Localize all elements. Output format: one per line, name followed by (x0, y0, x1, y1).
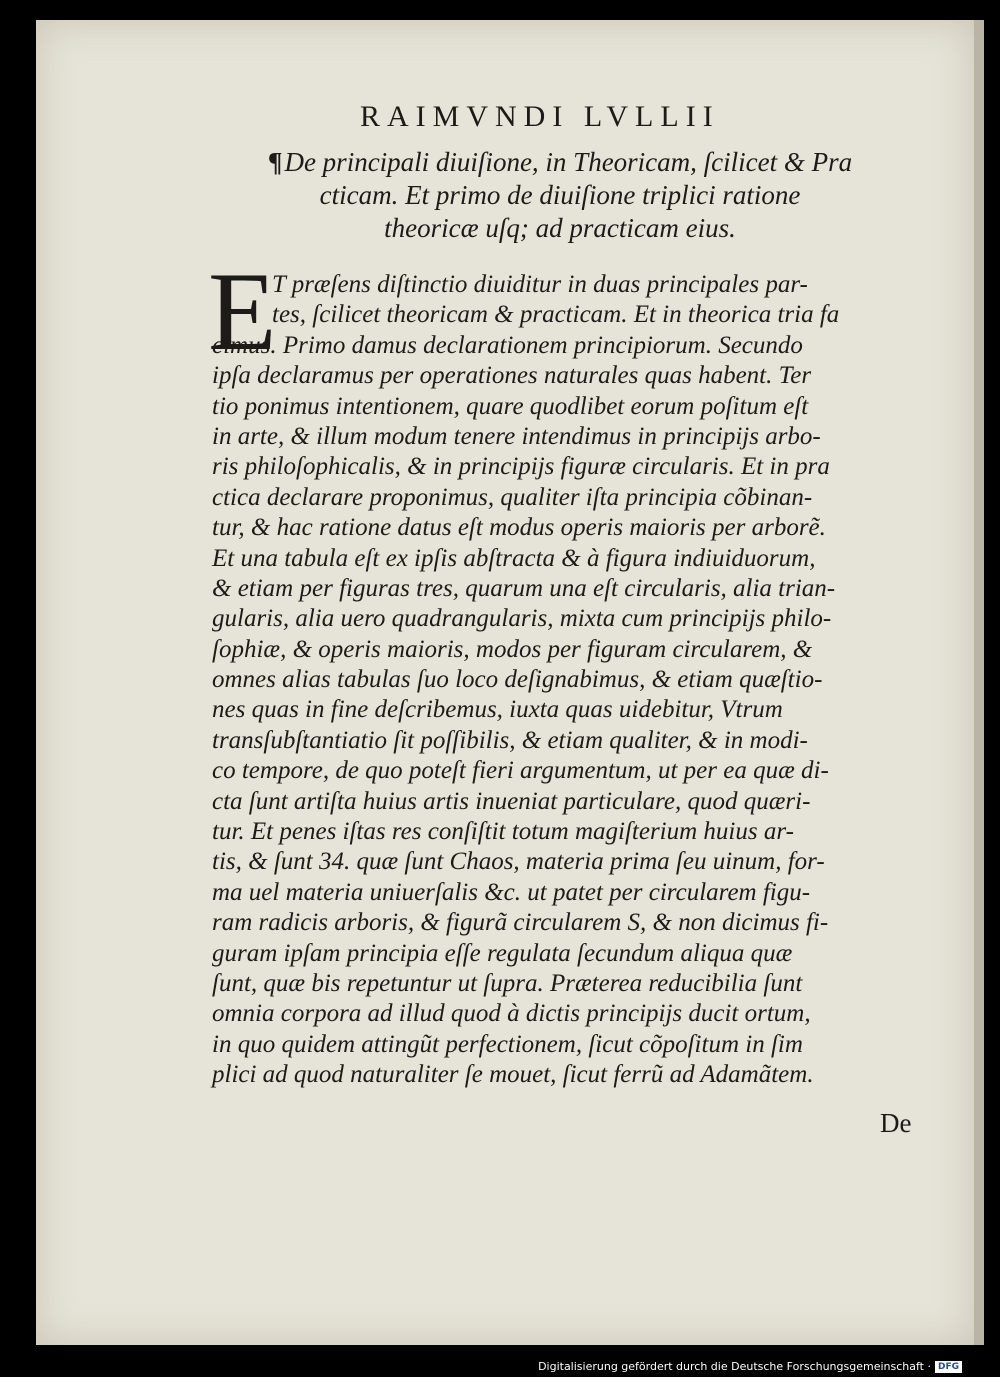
body-text (212, 270, 932, 1091)
chapter-heading (210, 146, 910, 245)
body-line: tes, ſcilicet theoricam & practicam. Et in theorica tria fa (272, 301, 840, 329)
body-line: omnia corpora ad illud quod à dictis principijs ducit ortum, (212, 1000, 811, 1028)
body-line: tio ponimus intentionem, quare quodlibet eorum poſitum eſt (212, 392, 809, 420)
credit-text: Digitalisierung gefördert durch die Deutsche Forschungsgemeinschaft · (538, 1360, 931, 1373)
drop-cap-initial: E (208, 250, 277, 374)
body-line: ipſa declaramus per operationes naturales quas habent. Ter (212, 362, 812, 390)
body-line: ſunt, quæ bis repetuntur ut ſupra. Præterea reducibilia ſunt (212, 969, 803, 997)
running-head: RAIMVNDI LVLLII (360, 100, 720, 133)
body-line: Et una tabula eſt ex ipſis abſtracta & à figura indiuiduorum, (212, 544, 816, 572)
catchword: De (880, 1108, 912, 1138)
body-line: in arte, & illum modum tenere intendimus in principijs arbo- (212, 422, 821, 450)
body-line: tur. Et penes iſtas res conſiſtit totum magiſterium huius ar- (212, 818, 794, 846)
body-line: ris philoſophicalis, & in principijs figuræ circularis. Et in pra (212, 453, 830, 481)
body-line: guram ipſam principia eſſe regulata ſecundum aliqua quæ (212, 939, 793, 967)
heading-line-1-text: De principali diuiſione, in Theoricam, ſcilicet & Pra (284, 147, 853, 177)
pilcrow-mark: ¶ (267, 147, 283, 177)
heading-line-3: theoricæ uſq; ad practicam eius. (384, 213, 736, 243)
page-edge (974, 20, 984, 1345)
body-line: co tempore, de quo poteſt fieri argumentum, ut per ea quæ di- (212, 757, 829, 785)
body-line: ram radicis arboris, & figurã circularem S, & non dicimus fi- (212, 909, 829, 937)
body-line: nes quas in fine deſcribemus, iuxta quas uidebitur, Vtrum (212, 696, 783, 724)
body-line: cta ſunt artiſta huius artis inueniat particulare, quod quæri- (212, 787, 811, 815)
body-line: plici ad quod naturaliter ſe mouet, ſicut ferrũ ad Adamãtem. (212, 1061, 814, 1089)
body-line: cimus. Primo damus declarationem principiorum. Secundo (212, 331, 803, 359)
body-line: tur, & hac ratione datus eſt modus operis maioris per arborẽ. (212, 514, 826, 542)
body-line: gularis, alia uero quadrangularis, mixta cum principijs philo- (212, 605, 832, 633)
heading-line-2: cticam. Et primo de diuiſione triplici ratione (319, 180, 801, 210)
body-line: ctica declarare proponimus, qualiter iſta principia cõbinan- (212, 483, 813, 511)
body-line: omnes alias tabulas ſuo loco deſignabimus, & etiam quæſtio- (212, 666, 823, 694)
body-line: T præſens diſtinctio diuiditur in duas principales par- (272, 271, 808, 298)
body-line: ſophiæ, & operis maioris, modos per figuram circularem, & (212, 635, 813, 663)
dfg-logo: DFG (935, 1361, 962, 1373)
body-line: ma uel materia uniuerſalis &c. ut patet per circularem figu- (212, 878, 811, 906)
digitization-credit (538, 1360, 962, 1373)
body-line: in quo quidem attingũt perfectionem, ſicut cõpoſitum in ſim (212, 1030, 803, 1058)
heading-line-1 (210, 146, 910, 179)
body-line: transſubſtantiatio ſit poſſibilis, & etiam qualiter, & in modi- (212, 726, 808, 754)
body-line: & etiam per figuras tres, quarum una eſt circularis, alia trian- (212, 574, 836, 602)
body-line: tis, & ſunt 34. quæ ſunt Chaos, materia prima ſeu uinum, for- (212, 848, 825, 876)
